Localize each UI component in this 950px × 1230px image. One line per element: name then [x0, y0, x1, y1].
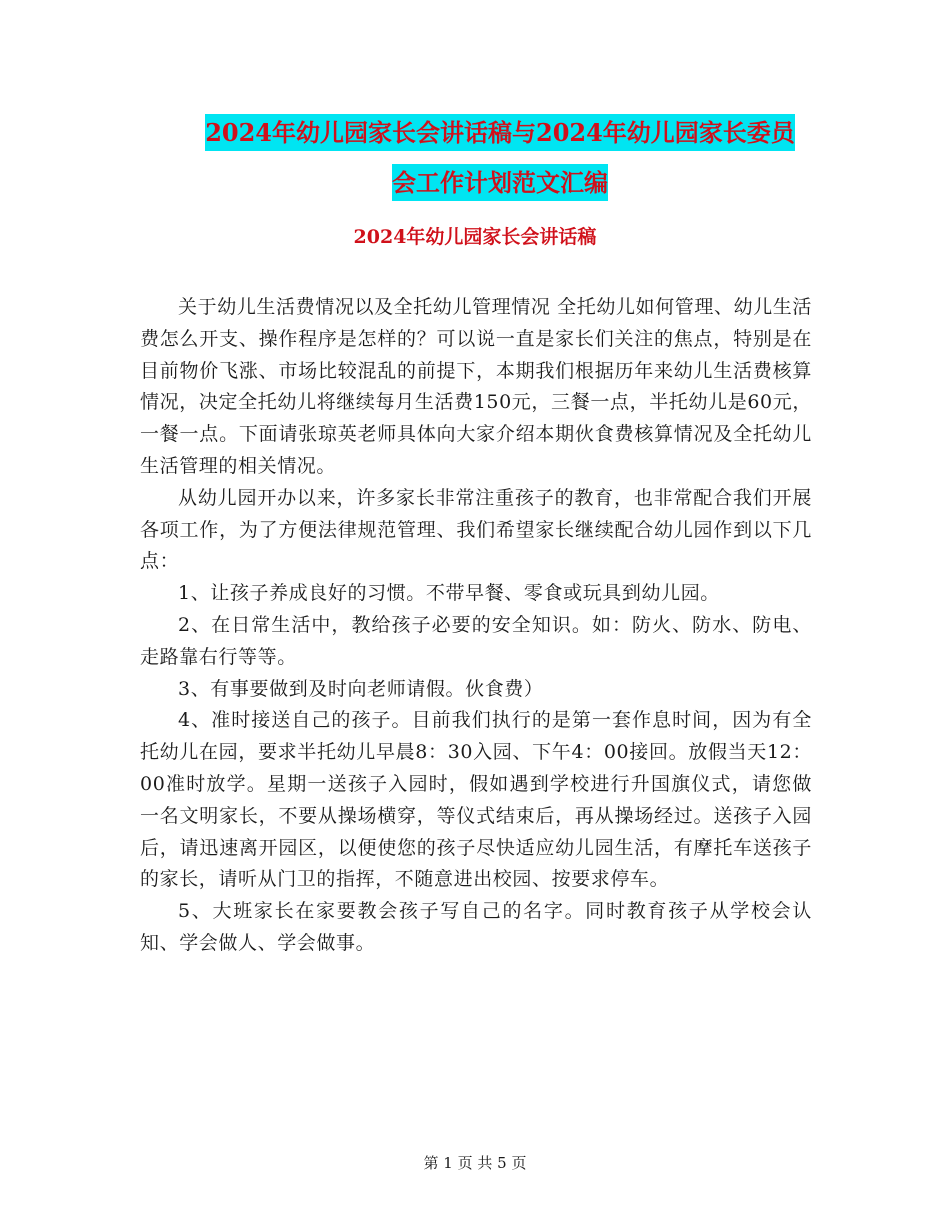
list-item-2: 2、在日常生活中，教给孩子必要的安全知识。如：防火、防水、防电、走路靠右行等等。: [140, 613, 812, 668]
document-title-line-2: 会工作计划范文汇编: [392, 164, 608, 201]
document-body: [140, 292, 812, 960]
paragraph-intro: 关于幼儿生活费情况以及全托幼儿管理情况 全托幼儿如何管理、幼儿生活费怎么开支、操作程序是怎样的？可以说一直是家长们关注的焦点，特别是在目前物价飞涨、市场比较混乱的前提下，本期我们根据历年来幼儿生活费核算情况，决定全托幼儿将继续每月生活费150元，三餐一点，半托幼儿是60元，一餐一点。下面请张琼英老师具体向大家介绍本期伙食费核算情况及全托幼儿生活管理的相关情况。: [140, 296, 812, 477]
paragraph-cooperation: 从幼儿园开办以来，许多家长非常注重孩子的教育，也非常配合我们开展各项工作，为了方便法律规范管理、我们希望家长继续配合幼儿园作到以下几点：: [140, 486, 812, 573]
list-item-4: 4、准时接送自己的孩子。目前我们执行的是第一套作息时间，因为有全托幼儿在园，要求半托幼儿早晨8：30入园、下午4：00接回。放假当天12：00准时放学。星期一送孩子入园时，假如遇到学校进行升国旗仪式，请您做一名文明家长，不要从操场横穿，等仪式结束后，再从操场经过。送孩子入园后，请迅速离开园区，以便使您的孩子尽快适应幼儿园生活，有摩托车送孩子的家长，请听从门卫的指挥，不随意进出校园、按要求停车。: [140, 709, 812, 891]
page-footer: 第 1 页 共 5 页: [423, 1154, 527, 1172]
list-item-5: 5、大班家长在家要教会孩子写自己的名字。同时教育孩子从学校会认知、学会做人、学会做事。: [140, 900, 812, 954]
document-title-line-1: 2024年幼儿园家长会讲话稿与2024年幼儿园家长委员: [205, 114, 795, 151]
list-item-3: 3、有事要做到及时向老师请假。伙食费）: [178, 677, 544, 700]
list-item-1: 1、让孩子养成良好的习惯。不带早餐、零食或玩具到幼儿园。: [178, 582, 720, 605]
document-title: [140, 108, 860, 208]
section-heading: 2024年幼儿园家长会讲话稿: [353, 226, 597, 248]
